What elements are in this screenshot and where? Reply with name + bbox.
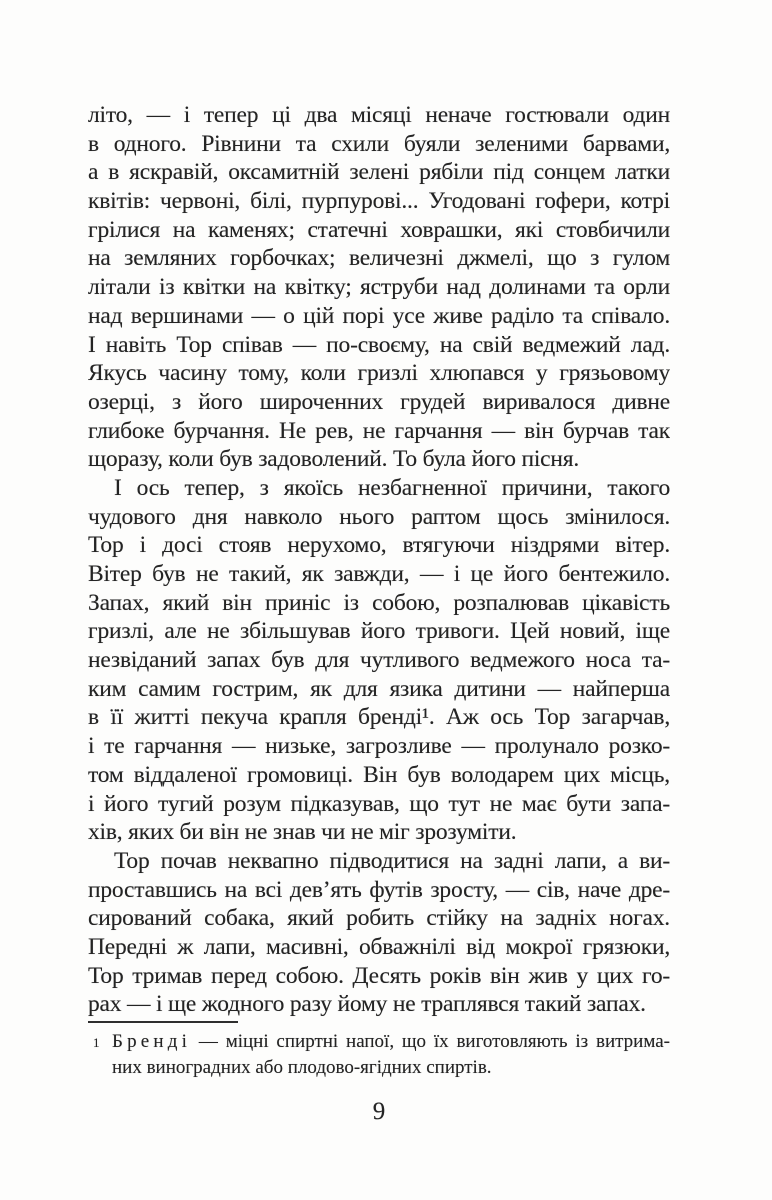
text-line: грілися на каменях; статечні ховрашки, які стовбичили	[88, 216, 670, 243]
text-line: том віддаленої громовиці. Він був володарем цих місць,	[88, 761, 670, 788]
text-line: Тор тримав перед собою. Десять років він жив у цих го-	[88, 962, 670, 989]
text-line: Вітер був не такий, як завжди, — і це його бентежило.	[88, 561, 670, 587]
text-block	[88, 101, 670, 1019]
text-line: Передні ж лапи, масивні, обважнілі від мокрої грязюки,	[88, 933, 670, 960]
footnote-rule	[88, 1021, 238, 1023]
text-line: Якусь часину тому, коли гризлі хлюпався у грязьовому	[88, 360, 670, 387]
page-number: 9	[372, 1098, 386, 1125]
text-line: озерці, з його широченних грудей виривалося дивне	[88, 388, 670, 415]
text-line: чудового дня навколо нього раптом щось змінилося.	[88, 503, 670, 530]
text-line: рах — і ще жодного разу йому не траплявся такий запах.	[88, 991, 646, 1018]
text-line: І ось тепер, з якоїсь незбагненної причини, такого	[114, 474, 670, 501]
text-line: і його тугий розум підказував, що тут не має бути запа-	[88, 790, 670, 817]
paragraph	[88, 474, 670, 847]
footnote	[88, 1029, 670, 1081]
text-line: в її житті пекуча крапля бренді¹. Аж ось Тор загарчав,	[88, 704, 670, 731]
text-line: а в яскравій, оксамитній зелені рябіли під сонцем латки	[88, 159, 670, 186]
text-line: сирований собака, який робить стійку на задніх ногах.	[88, 905, 670, 932]
text-line: літали із квітки на квітку; яструби над долинами та орли	[88, 274, 670, 301]
text-line: і те гарчання — низьке, загрозливе — пролунало розко-	[88, 733, 670, 760]
footnote-line-2: них виноградних або плодово-ягідних спиртів.	[112, 1057, 492, 1078]
text-line: проставшись на всі дев’ять футів зросту, — сів, наче дре-	[88, 876, 670, 903]
text-line: Тор почав неквапно підводитися на задні лапи, а ви-	[114, 847, 670, 874]
footnote-term: Бренді	[112, 1031, 192, 1052]
text-line: Тор і досі стояв нерухомо, втягуючи ніздрями вітер.	[88, 532, 670, 559]
text-line: на земляних горбочках; величезні джмелі, що з гулом	[88, 245, 670, 272]
text-line: в одного. Рівнини та схили буяли зеленими барвами,	[88, 130, 670, 157]
text-line: щоразу, коли був задоволений. То була його пісня.	[88, 446, 580, 473]
text-line: ким самим гострим, як для язика дитини — найперша	[88, 675, 670, 702]
text-line: над вершинами — о цій порі усе живе раділо та співало.	[88, 302, 670, 329]
text-line: літо, — і тепер ці два місяці неначе гостювали один	[88, 102, 670, 128]
text-line: незвіданий запах був для чутливого ведмежого носа та-	[88, 647, 670, 674]
text-line: гризлі, але не збільшував його тривоги. Цей новий, іще	[88, 618, 670, 645]
footnote-line-1-text: — міцні спиртні напої, що їх виготовляють із витрима-	[191, 1031, 670, 1052]
paragraph	[88, 101, 670, 474]
text-line: квітів: червоні, білі, пурпурові... Угодовані гофери, котрі	[88, 188, 670, 215]
text-line: Запах, який він приніс із собою, розпалював цікавість	[88, 589, 670, 616]
text-line: глибоке бурчання. Не рев, не гарчання — він бурчав так	[88, 417, 670, 444]
footnote-marker: 1	[93, 1035, 100, 1050]
footnote-line-1	[88, 1029, 670, 1055]
text-line: хів, яких би він не знав чи не міг зрозуміти.	[88, 819, 517, 846]
text-line: І навіть Тор співав — по-своєму, на свій ведмежий лад.	[88, 331, 670, 358]
paragraph	[88, 847, 670, 1019]
